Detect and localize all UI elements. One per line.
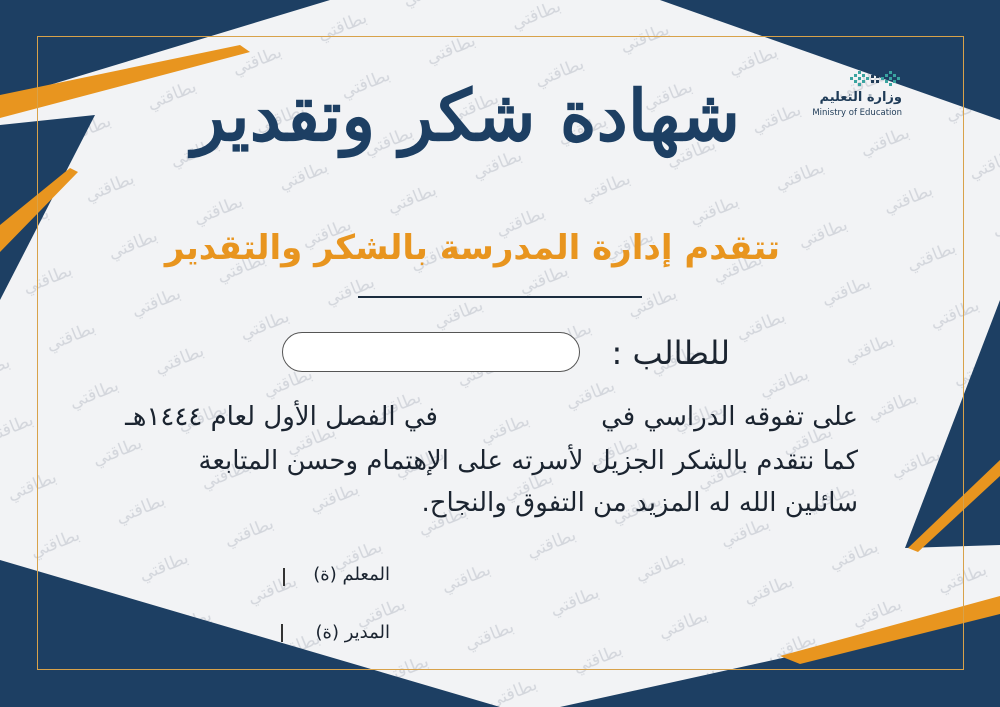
principal-signature-label: المدير (ة) xyxy=(315,622,390,643)
principal-signature-line xyxy=(281,624,283,642)
title-divider xyxy=(358,296,642,298)
body-line-1-start: على تفوقه الدراسي في xyxy=(601,402,858,432)
body-line-2: كما نتقدم بالشكر الجزيل لأسرته على الإهتمام وحسن المتابعة xyxy=(198,446,858,476)
student-name-field[interactable] xyxy=(282,332,580,372)
teacher-signature-line xyxy=(283,568,285,586)
ministry-name-arabic: وزارة التعليم xyxy=(819,90,902,105)
certificate-title: شهادة شكر وتقدير xyxy=(191,74,740,157)
ministry-logo-icon xyxy=(850,68,900,90)
ministry-name-english: Ministry of Education xyxy=(812,108,902,118)
ministry-logo xyxy=(812,68,902,138)
certificate-subtitle: تتقدم إدارة المدرسة بالشكر والتقدير xyxy=(164,228,780,268)
body-line-3: سائلين الله له المزيد من التفوق والنجاح. xyxy=(421,488,858,518)
teacher-signature-label: المعلم (ة) xyxy=(313,564,390,585)
body-line-1-end: في الفصل الأول لعام ١٤٤٤هـ xyxy=(125,402,438,432)
student-label: للطالب : xyxy=(611,334,730,372)
